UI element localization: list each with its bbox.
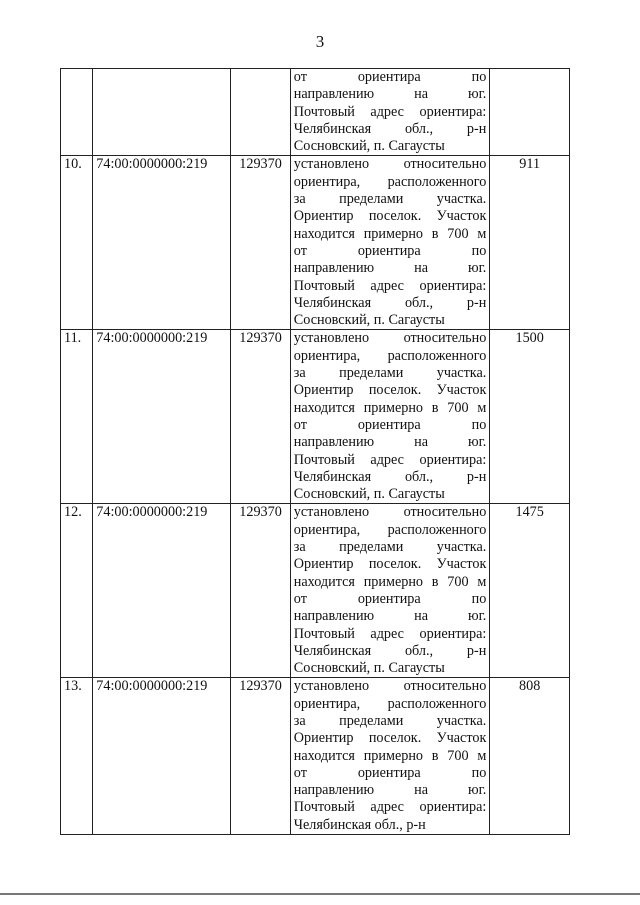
row-number-cell [61,69,93,156]
description-line: Сосновский, п. Сагаусты [293,660,445,677]
description-line: направлению на юг. [293,608,487,625]
code-cell: 129370 [231,330,290,504]
description-line: Челябинская обл., р-н [293,816,426,833]
description-line: установлено относительно [293,678,487,695]
description-line: направлению на юг. [293,86,487,103]
description-line: ориентира, расположенного [293,173,487,190]
description-line: установлено относительно [293,156,487,173]
description-line: за пределами участка. [293,712,487,729]
description-line: Почтовый адрес ориентира: [293,625,487,642]
description-line: Почтовый адрес ориентира: [293,103,487,120]
row-number-cell: 11. [61,330,93,504]
area-cell: 911 [490,156,570,330]
table-row [61,330,570,504]
cadastral-number-cell: 74:00:0000000:219 [93,330,231,504]
description-line: установлено относительно [293,330,487,347]
table-row [61,504,570,678]
description-line: Челябинская обл., р-н [293,294,487,311]
description-line: Сосновский, п. Сагаусты [293,138,445,155]
description-line: от ориентира по [293,69,487,85]
description-line: Сосновский, п. Сагаусты [293,486,445,503]
row-number-cell: 13. [61,678,93,835]
location-description-cell [290,69,490,156]
location-description-cell [290,330,490,504]
bottom-scan-edge [0,893,640,895]
description-line: находится примерно в 700 м [293,747,487,764]
description-line: находится примерно в 700 м [293,573,487,590]
description-line: Ориентир поселок. Участок [293,730,487,747]
code-cell: 129370 [231,156,290,330]
area-cell [490,69,570,156]
area-cell: 808 [490,678,570,835]
cadastral-number-cell: 74:00:0000000:219 [93,156,231,330]
description-line: от ориентира по [293,590,487,607]
description-line: Почтовый адрес ориентира: [293,277,487,294]
table-row [61,156,570,330]
description-line: ориентира, расположенного [293,521,487,538]
description-line: Почтовый адрес ориентира: [293,451,487,468]
description-line: направлению на юг. [293,782,487,799]
description-line: от ориентира по [293,242,487,259]
description-line: Челябинская обл., р-н [293,468,487,485]
description-line: направлению на юг. [293,434,487,451]
description-line: за пределами участка. [293,539,487,556]
description-line: Почтовый адрес ориентира: [293,799,487,816]
description-line: ориентира, расположенного [293,347,487,364]
description-line: Ориентир поселок. Участок [293,382,487,399]
table-row [61,678,570,835]
cadastral-number-cell [93,69,231,156]
description-line: за пределами участка. [293,365,487,382]
description-line: Сосновский, п. Сагаусты [293,312,445,329]
table-row [61,69,570,156]
location-description-cell [290,678,490,835]
table-body [61,69,570,835]
description-line: ориентира, расположенного [293,695,487,712]
description-line: установлено относительно [293,504,487,521]
description-line: находится примерно в 700 м [293,225,487,242]
row-number-cell: 10. [61,156,93,330]
location-description-cell [290,156,490,330]
description-line: Челябинская обл., р-н [293,642,487,659]
code-cell: 129370 [231,504,290,678]
location-description-cell [290,504,490,678]
area-cell: 1475 [490,504,570,678]
area-cell: 1500 [490,330,570,504]
land-plots-table [60,68,570,835]
description-line: Ориентир поселок. Участок [293,556,487,573]
description-line: за пределами участка. [293,191,487,208]
description-line: от ориентира по [293,416,487,433]
description-line: Челябинская обл., р-н [293,120,487,137]
description-line: находится примерно в 700 м [293,399,487,416]
row-number-cell: 12. [61,504,93,678]
cadastral-number-cell: 74:00:0000000:219 [93,678,231,835]
description-line: направлению на юг. [293,260,487,277]
description-line: от ориентира по [293,764,487,781]
page-number: 3 [315,32,325,51]
code-cell: 129370 [231,678,290,835]
code-cell [231,69,290,156]
description-line: Ориентир поселок. Участок [293,208,487,225]
cadastral-number-cell: 74:00:0000000:219 [93,504,231,678]
